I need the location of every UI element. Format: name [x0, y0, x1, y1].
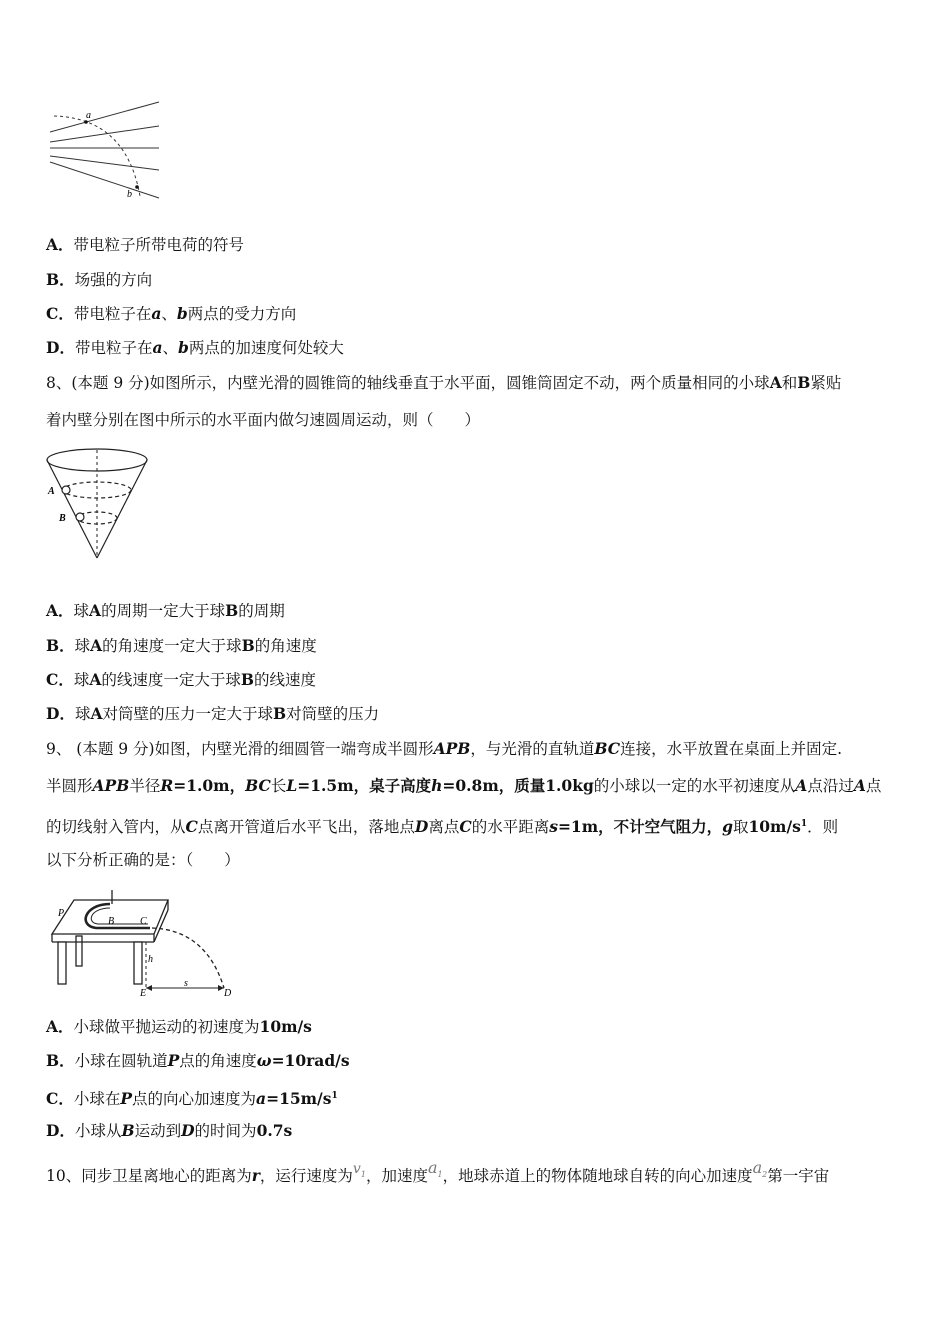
point-a-label: a [86, 110, 91, 121]
superscript: 1 [800, 819, 808, 829]
sep: 、 [161, 305, 177, 323]
option-text: 球 [73, 602, 90, 620]
var-r: R [160, 776, 174, 795]
var-d: D [181, 1121, 195, 1140]
q10-text: 10、同步卫星离地心的距离为 [46, 1167, 252, 1185]
q9-option-a [46, 1017, 312, 1037]
option-letter: A． [46, 601, 74, 620]
option-letter: A． [46, 235, 74, 254]
var-g: g [722, 817, 733, 837]
q9-text: ．则 [807, 818, 839, 837]
q9-text: 的小球以一定的水平初速度从 [593, 777, 796, 795]
option-text: 对筒壁的压力 [286, 705, 380, 723]
q9-text: 离点 [428, 818, 460, 837]
point-e-label: E [140, 988, 147, 998]
ball-y: B [225, 601, 239, 620]
option-text: 两点的受力方向 [187, 305, 297, 323]
option-text: 小球从 [74, 1122, 122, 1140]
q9-text: 的切线射入管内，从 [46, 818, 186, 837]
q9-text: 点离开管道后水平飞出，落地点 [197, 818, 415, 837]
value: 0.7s [256, 1121, 293, 1140]
q9-text: 半圆形 [46, 777, 93, 795]
value-s: =1m，不计空气阻力， [557, 817, 723, 837]
q8-text: 着内壁分别在图中所示的水平面内做匀速圆周运动，则（ ） [46, 411, 481, 429]
q9-text: 9、 (本题 9 分)如图，内壁光滑的细圆管一端弯成半圆形 [46, 740, 434, 758]
var-a-point: A [795, 776, 808, 795]
option-text: 小球做平抛运动的初速度为 [73, 1018, 260, 1036]
option-text: 球 [74, 637, 91, 655]
var-a1 [427, 1158, 443, 1180]
var-a: a [752, 1158, 763, 1177]
option-text: 带电粒子在 [74, 339, 153, 357]
q8-text: 8、(本题 9 分)如图所示，内壁光滑的圆锥筒的轴线垂直于水平面，圆锥筒固定不动，两个质量相同的小球 [46, 374, 770, 392]
sep: 、 [162, 339, 179, 357]
field-lines-figure [46, 98, 166, 202]
q8-text: 和 [781, 374, 798, 392]
var-bc: BC [594, 739, 621, 758]
value: =10rad/s [271, 1051, 350, 1070]
q9-text: ，与光滑的直轨道 [470, 740, 595, 758]
q9-option-d [46, 1121, 292, 1141]
q7-option-b [46, 270, 152, 290]
var-b: b [178, 338, 189, 357]
value: =15m/s [266, 1089, 332, 1109]
option-text: 的线速度 [254, 671, 317, 689]
var-v: v [352, 1161, 361, 1177]
ball-a-label: A [48, 486, 55, 497]
ball-x: A [89, 601, 102, 620]
q7-option-d [46, 338, 344, 358]
ball-b: B [797, 373, 811, 392]
var-a: a [151, 304, 162, 323]
option-text: 点的角速度 [179, 1052, 257, 1070]
point-c-label: C [140, 916, 147, 927]
superscript: 1 [331, 1091, 338, 1101]
option-text: 对筒壁的压力一定大于球 [102, 705, 274, 723]
q8-stem-line2 [46, 410, 480, 430]
q7-option-a [46, 235, 244, 255]
q8-option-a [46, 601, 285, 621]
q8-option-c [46, 670, 316, 690]
q8-text: 紧贴 [810, 374, 842, 392]
ball-b-label: B [59, 513, 66, 524]
q9-stem-line1 [46, 739, 842, 759]
point-p-label: P [58, 908, 65, 919]
option-text: 带电粒子所带电荷的符号 [73, 236, 245, 254]
ball-x: A [89, 670, 102, 689]
var-v1 [353, 1161, 366, 1177]
var-a: a [256, 1089, 267, 1109]
var-l: L [286, 776, 298, 795]
var-a2 [752, 1158, 768, 1180]
point-d-label: D [224, 988, 232, 998]
q9-stem-line3 [46, 814, 838, 837]
subscript: 2 [762, 1170, 768, 1180]
distance-s-label: s [184, 978, 188, 989]
option-text: 的角速度一定大于球 [102, 637, 242, 655]
option-letter: B． [46, 636, 75, 655]
option-text: 球 [74, 705, 91, 723]
var-omega: ω [256, 1051, 272, 1070]
q10-text: ，运行速度为 [259, 1167, 353, 1185]
option-letter: A． [46, 1017, 74, 1036]
point-b-label: B [108, 916, 115, 927]
var-p: P [167, 1051, 180, 1070]
var-p: P [120, 1089, 133, 1109]
height-h-label: h [148, 954, 153, 965]
option-text: 场强的方向 [74, 271, 153, 289]
var-s: s [549, 817, 558, 837]
q9-option-c [46, 1086, 338, 1109]
option-letter: D． [46, 704, 75, 723]
var-d-point: D [414, 817, 429, 837]
q9-text: 点 [865, 777, 882, 795]
ball-a: A [769, 373, 782, 392]
var-b: B [121, 1121, 135, 1140]
q8-option-d [46, 704, 379, 724]
option-text: 球 [73, 671, 90, 689]
option-text: 运动到 [134, 1122, 182, 1140]
var-a-point: A [853, 776, 866, 795]
var-a: a [427, 1158, 438, 1177]
option-letter: D． [46, 338, 75, 357]
var-b: b [176, 304, 188, 323]
q10-text: ，加速度 [365, 1167, 428, 1185]
value-r: =1.0m， [173, 776, 246, 795]
ball-x: A [90, 636, 103, 655]
option-letter: C． [46, 1089, 74, 1109]
var-h: h [431, 776, 443, 795]
var-a: a [152, 338, 163, 357]
value-l: =1.5m，桌子高度 [297, 776, 432, 795]
var-apb: APB [92, 776, 130, 795]
q10-text: 第一宇宙 [767, 1167, 830, 1185]
q9-text: 的水平距离 [471, 818, 550, 837]
option-text: 点的向心加速度为 [132, 1090, 257, 1109]
option-text: 的周期 [238, 602, 285, 620]
option-text: 的线速度一定大于球 [101, 671, 241, 689]
option-text: 两点的加速度何处较大 [188, 339, 344, 357]
q9-stem-line4 [46, 850, 240, 870]
ball-y: B [240, 670, 255, 689]
ball-x: A [90, 704, 103, 723]
q9-option-b [46, 1051, 350, 1071]
q7-option-c [46, 304, 296, 324]
option-text: 的时间为 [194, 1122, 257, 1140]
q10-stem-line1 [46, 1158, 830, 1193]
option-letter: C． [46, 304, 74, 323]
q9-text: 以下分析正确的是：（ ） [46, 851, 240, 869]
q9-text: 点沿过 [807, 777, 854, 795]
var-c-point: C [185, 817, 198, 837]
q9-text: 长 [270, 777, 287, 795]
subscript: 1 [437, 1170, 443, 1180]
q8-stem-line1 [46, 373, 841, 393]
table-track-figure [46, 886, 242, 998]
option-letter: B． [46, 1051, 75, 1070]
point-b-label: b [127, 189, 132, 200]
value-mass: 1.0kg [545, 776, 594, 795]
option-text: 的角速度 [254, 637, 317, 655]
option-text: 小球在 [73, 1090, 121, 1109]
option-text: 带电粒子在 [73, 305, 152, 323]
option-letter: B． [46, 270, 75, 289]
option-text: 小球在圆轨道 [74, 1052, 168, 1070]
q10-text: ，地球赤道上的物体随地球自转的向心加速度 [442, 1167, 753, 1185]
ball-y: B [241, 636, 255, 655]
q8-option-b [46, 636, 317, 656]
value: 10m/s [259, 1017, 312, 1036]
value-g: 10m/s [748, 817, 801, 837]
value-h: =0.8m，质量 [442, 776, 546, 795]
var-r: r [251, 1166, 260, 1185]
subscript: 1 [360, 1169, 366, 1179]
q9-text: 取 [732, 818, 749, 837]
cone-figure [44, 444, 154, 564]
option-letter: D． [46, 1121, 75, 1140]
var-bc: BC [245, 776, 271, 795]
q9-text: 连接，水平放置在桌面上并固定. [620, 740, 843, 758]
q9-stem-line2 [46, 776, 881, 796]
var-c-point: C [459, 817, 472, 837]
option-letter: C． [46, 670, 74, 689]
var-apb: APB [433, 739, 471, 758]
option-text: 的周期一定大于球 [101, 602, 226, 620]
q9-text: 半径 [129, 777, 161, 795]
ball-y: B [273, 704, 287, 723]
